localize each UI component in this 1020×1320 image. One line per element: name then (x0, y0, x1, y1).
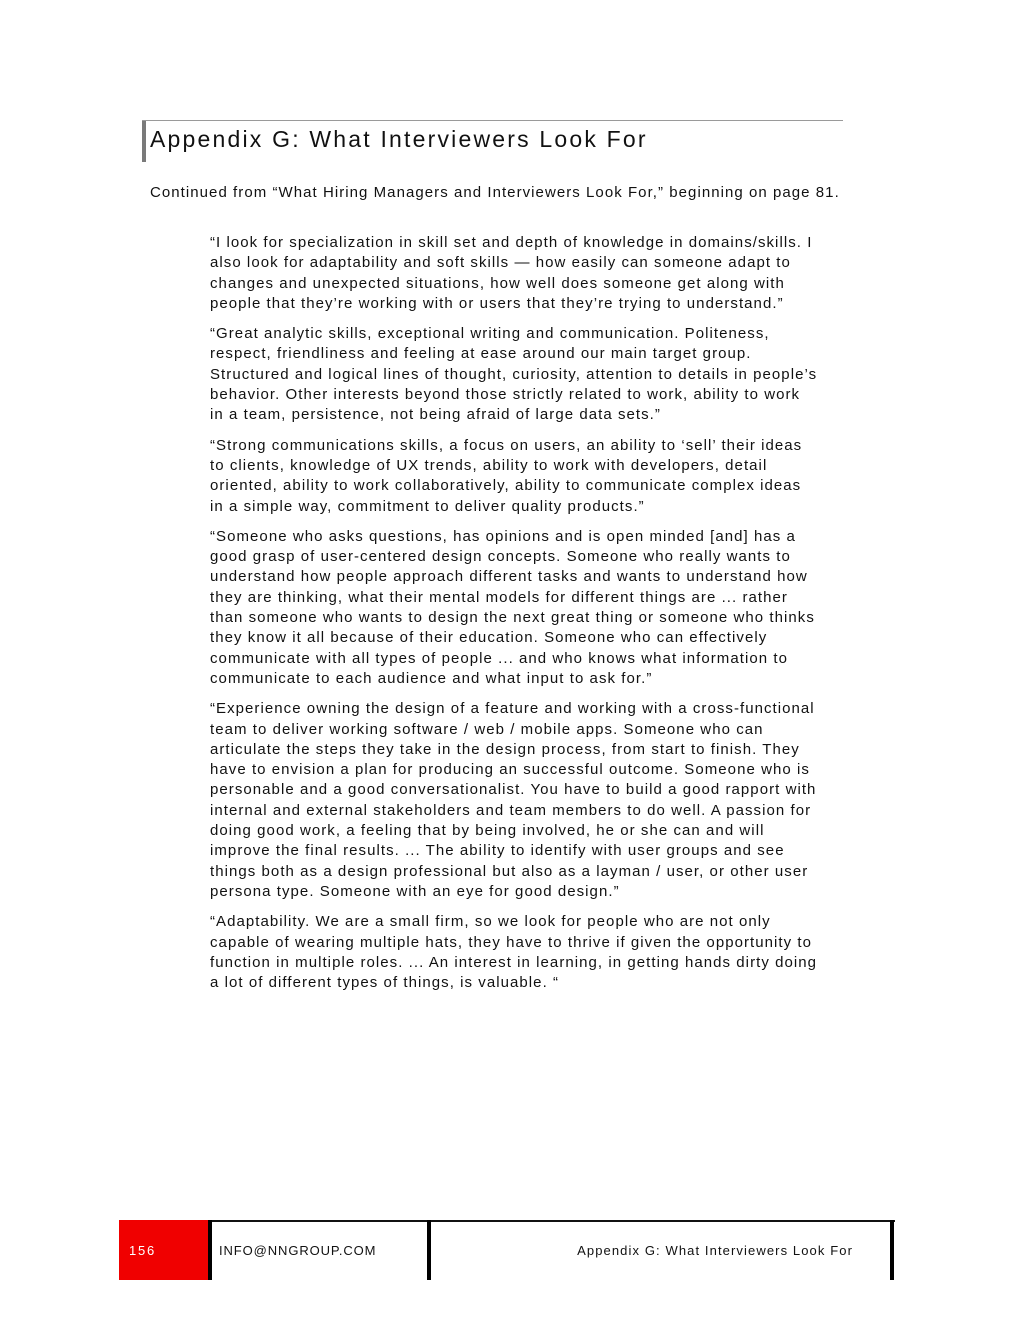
quote-paragraph: “I look for specialization in skill set and depth of knowledge in domains/skills. I also look for adaptability and soft skills — how easily can someone adapt to changes and unexpected situations, how well does someone get along with people that they’re working with or users that they’re trying to understand.” (210, 234, 813, 312)
quote-list (210, 233, 818, 1003)
quote-paragraph: “Someone who asks questions, has opinions and is open minded [and] has a good grasp of user-centered design concepts. Someone who really wants to understand how people approach different tasks and wants to understand how they are thinking, what their mental models for different things are ... rather than someone who wants to design the next great thing or someone who thinks they know it all because of their education. Someone who can effectively communicate with all types of people ... and who knows what information to communicate to each audience and what input to ask for.” (210, 527, 815, 687)
quote-paragraph: “Experience owning the design of a feature and working with a cross-functional team to deliver working software / web / mobile apps. Someone who can articulate the steps they take in the design process, from start to finish. They have to envision a plan for producing an successful outcome. Someone who is personable and a good conversationalist. You have to build a good rapport with internal and external stakeholders and team members to do well. A passion for doing good work, a feeling that by being involved, he or she can and will improve the final results. ... The ability to identify with user groups and see things both as a design professional but also as a layman / user, or other user persona type. Someone with an eye for good design.” (210, 700, 817, 900)
footer-divider (427, 1220, 431, 1280)
header-accent-bar (142, 121, 146, 162)
page-title: Appendix G: What Interviewers Look For (150, 126, 648, 152)
intro-paragraph: Continued from “What Hiring Managers and Interviewers Look For,” beginning on page 81. (150, 184, 840, 201)
header-rule (142, 120, 843, 121)
footer-divider (208, 1220, 212, 1280)
quote-paragraph: “Adaptability. We are a small firm, so we look for people who are not only capable of wearing multiple hats, they have to thrive if given the opportunity to function in multiple roles. ... An interest in learning, in getting hands dirty doing a lot of different types of things, is valuable. “ (210, 913, 818, 992)
quote-paragraph: “Great analytic skills, exceptional writing and communication. Politeness, respect, friendliness and feeling at ease around our main target group. Structured and logical lines of thought, curiosity, attention to details in people’s behavior. Other interests beyond those strictly related to work, ability to work in a team, persistence, not being afraid of large data sets.” (210, 325, 818, 424)
footer-email: INFO@NNGROUP.COM (219, 1243, 377, 1258)
footer-rule (119, 1220, 895, 1222)
footer-section-title: Appendix G: What Interviewers Look For (577, 1243, 853, 1258)
quote-paragraph: “Strong communications skills, a focus on users, an ability to ‘sell’ their ideas to clients, knowledge of UX trends, ability to work with developers, detail oriented, ability to work collaboratively, ability to communicate complex ideas in a simple way, commitment to deliver quality products.” (210, 436, 803, 515)
footer-divider (890, 1220, 894, 1280)
page-number: 156 (129, 1243, 157, 1258)
page-footer (119, 1220, 895, 1280)
page-number-box (119, 1220, 208, 1280)
